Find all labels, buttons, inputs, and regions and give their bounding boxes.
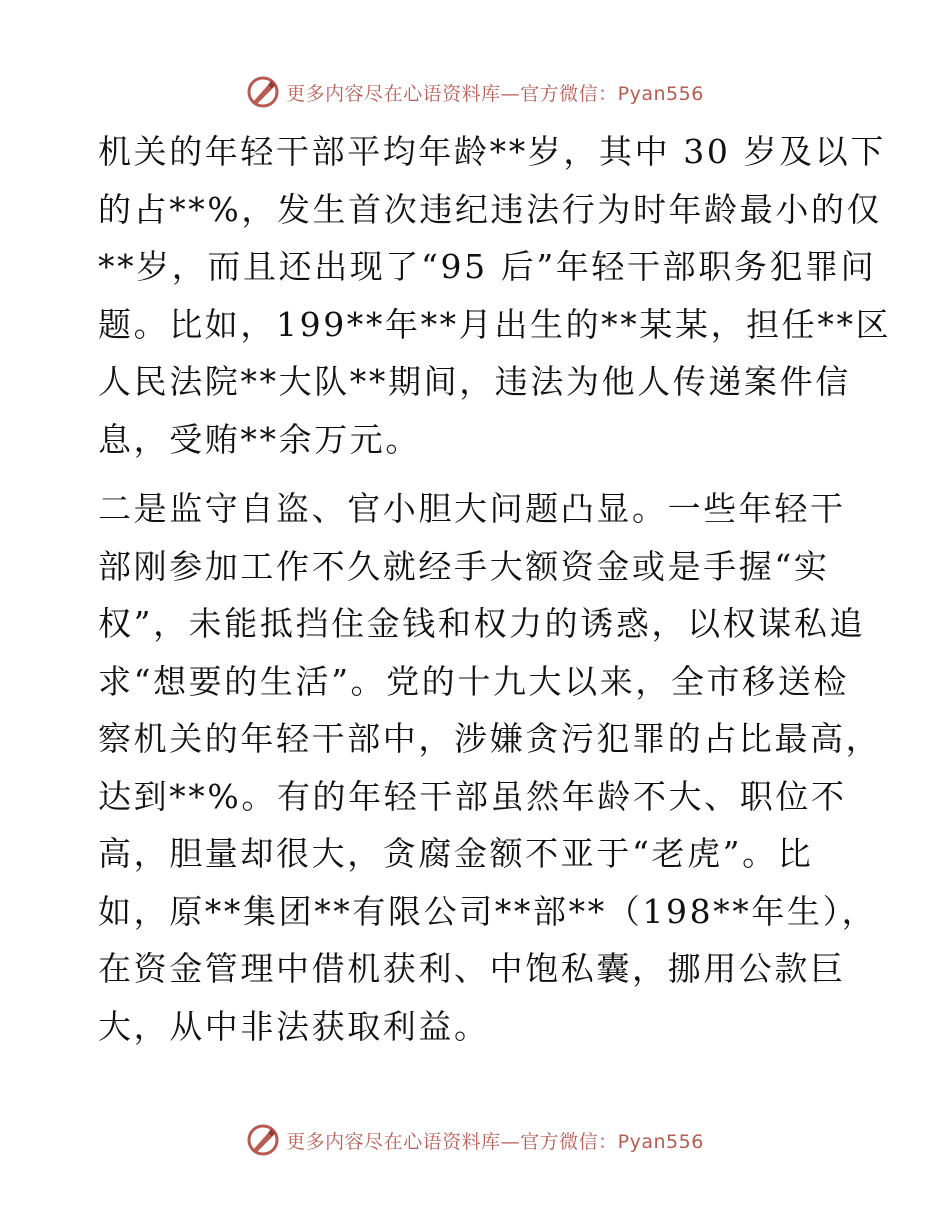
text-line: 息，受贿**余万元。 [98, 419, 421, 459]
text-line: 大，从中非法获取利益。 [98, 1006, 490, 1046]
paragraph-1 [98, 123, 892, 468]
pen-logo-icon [246, 75, 280, 109]
paragraph-2 [98, 480, 882, 1055]
text-line: 达到**%。有的年轻干部虽然年龄不大、职位不 [98, 776, 847, 816]
watermark-text: 更多内容尽在心语资料库—官方微信：Pyan556 [286, 1130, 704, 1153]
text-line: 题。比如，199**年**月出生的**某某，担任**区 [98, 304, 892, 344]
footer-watermark [0, 1120, 950, 1160]
text-line: 部刚参加工作不久就经手大额资金或是手握“实 [98, 546, 830, 586]
text-line: 人民法院**大队**期间，违法为他人传递案件信 [98, 362, 851, 401]
text-line: 二是监守自盗、官小胆大问题凸显。一些年轻干 [98, 489, 846, 528]
text-line: 的占**%，发生首次违纪违法行为时年龄最小的仅 [98, 189, 883, 229]
text-line: 求“想要的生活”。党的十九大以来，全市移送检 [98, 661, 849, 701]
text-line: 权”，未能抵挡住金钱和权力的诱惑，以权谋私追 [98, 604, 866, 643]
wechat-id: Pyan556 [617, 1130, 704, 1153]
text-line: 在资金管理中借机获利、中饱私囊，挪用公款巨 [98, 949, 846, 988]
pen-logo-icon [246, 1123, 280, 1157]
wechat-id: Pyan556 [617, 82, 704, 105]
text-line: 机关的年轻干部平均年龄**岁，其中 30 岁及以下 [98, 132, 886, 171]
watermark-text: 更多内容尽在心语资料库—官方微信：Pyan556 [286, 82, 704, 105]
text-line: **岁，而且还出现了“95 后”年轻干部职务犯罪问 [98, 247, 877, 286]
header-watermark [0, 72, 950, 112]
text-line: 如，原**集团**有限公司**部**（198**年生）， [98, 891, 878, 931]
text-line: 察机关的年轻干部中，涉嫌贪污犯罪的占比最高， [98, 719, 882, 758]
text-line: 高，胆量却很大，贪腐金额不亚于“老虎”。比 [98, 834, 814, 873]
document-body [98, 123, 892, 1055]
